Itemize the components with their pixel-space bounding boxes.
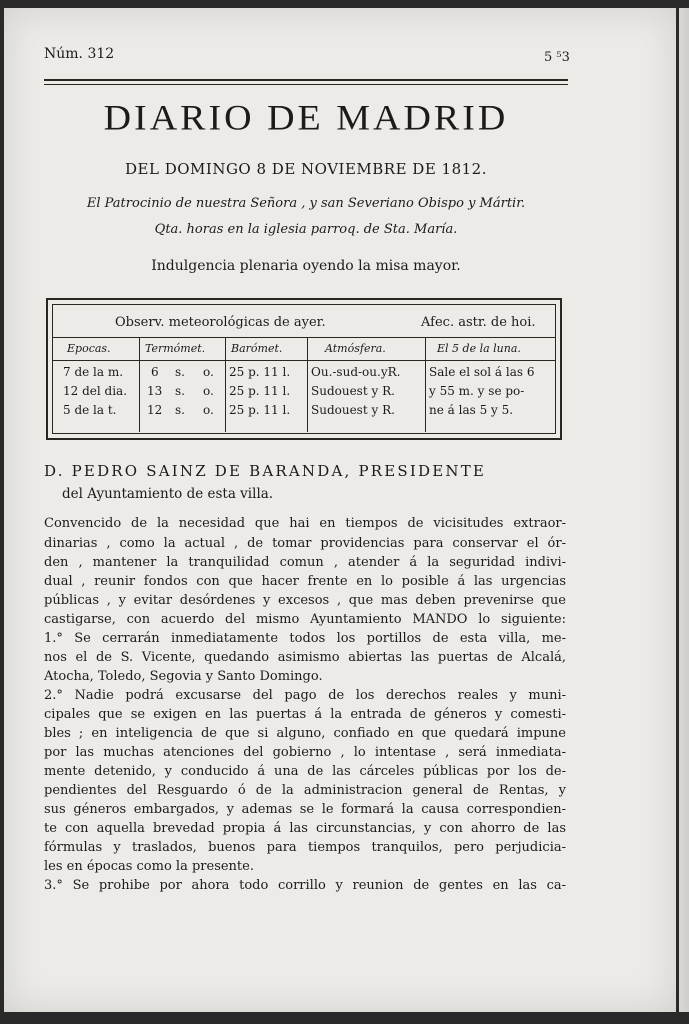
body-line: mente detenido, y conducido á una de las cárceles públicas por los de- (44, 764, 566, 779)
body-line: 1.° Se cerrarán inmediatamente todos los portillos de esta villa, me- (44, 631, 566, 646)
header-rule (44, 79, 568, 81)
col-divider (225, 337, 226, 432)
cell-atmos: Sudouest y R. (311, 403, 395, 417)
body-line: públicas , y evitar desórdenes y excesos , que mas deben prevenirse que (44, 593, 566, 608)
body-line: Atocha, Toledo, Segovia y Santo Domingo. (44, 669, 323, 684)
cell-o: o. (203, 384, 214, 398)
table-rule (53, 360, 555, 361)
issue-number: Núm. 312 (44, 46, 115, 62)
article-heading: D. PEDRO SAINZ DE BARANDA, PRESIDENTE (44, 462, 487, 480)
indulgence-notice: Indulgencia plenaria oyendo la misa mayor. (151, 258, 461, 274)
col-divider (307, 337, 308, 432)
col-divider (425, 337, 426, 432)
col-barometro: Barómet. (231, 342, 283, 355)
cell-luna: y 55 m. y se po- (429, 384, 525, 398)
cell-atmos: Ou.-sud-ou.yR. (311, 365, 401, 379)
cell-barom: 25 p. 11 l. (229, 384, 291, 398)
body-line: bles ; en inteligencia de que si alguno, confiado en que quedará impune (44, 726, 566, 741)
body-line: Convencido de la necesidad que hai en tiempos de vicisitudes extraor- (44, 516, 566, 531)
body-line: castigarse, con acuerdo del mismo Ayuntamiento MANDO lo siguiente: (44, 612, 566, 627)
cell-o: o. (203, 365, 214, 379)
article-subheading: del Ayuntamiento de esta villa. (62, 486, 274, 502)
body-line: sus géneros embargados, y ademas se le formará la causa correspondien- (44, 802, 566, 817)
body-line: 2.° Nadie podrá excusarse del pago de los derechos reales y muni- (44, 688, 566, 703)
header-rule-thin (44, 84, 568, 85)
body-line: 3.° Se prohibe por ahora todo corrillo y reunion de gentes en las ca- (44, 878, 566, 893)
cell-o: o. (203, 403, 214, 417)
cell-term: 6 (151, 365, 159, 379)
cell-barom: 25 p. 11 l. (229, 403, 291, 417)
forty-hours-notice: Qta. horas en la iglesia parroq. de Sta. María. (154, 222, 458, 237)
body-line: pendientes del Resguardo ó de la administracion general de Rentas, y (44, 783, 566, 798)
saints-of-day: El Patrocinio de nuestra Señora , y san Severiano Obispo y Mártir. (86, 196, 526, 211)
col-termometro: Termómet. (145, 342, 206, 355)
body-line: nos el de S. Vicente, quedando asimismo abiertas las puertas de Alcalá, (44, 650, 566, 665)
body-line: dual , reunir fondos con que hacer frente en lo posible á las urgencias (44, 574, 566, 589)
body-line: les en épocas como la presente. (44, 859, 254, 874)
dateline: DEL DOMINGO 8 DE NOVIEMBRE DE 1812. (125, 160, 487, 178)
page-edge (676, 8, 689, 1012)
table-rule (53, 337, 555, 338)
col-luna: El 5 de la luna. (437, 342, 521, 355)
astro-heading: Afec. astr. de hoi. (421, 315, 536, 330)
cell-s: s. (175, 365, 185, 379)
body-line: den , mantener la tranquilidad comun , atender á la seguridad indivi- (44, 555, 566, 570)
masthead-title: DIARIO DE MADRID (103, 98, 509, 138)
weather-heading: Observ. meteorológicas de ayer. (115, 315, 326, 330)
cell-barom: 25 p. 11 l. (229, 365, 291, 379)
cell-term: 13 (147, 384, 163, 398)
body-line: te con aquella brevedad propia á las circunstancias, y con ahorro de las (44, 821, 566, 836)
cell-s: s. (175, 403, 185, 417)
body-line: dinarias , como la actual , de tomar providencias para conservar el ór- (44, 536, 566, 551)
weather-table (46, 298, 562, 440)
col-divider (139, 337, 140, 432)
cell-s: s. (175, 384, 185, 398)
cell-epoca: 5 de la t. (63, 403, 117, 417)
body-line: por las muchas atenciones del gobierno , lo intentase , será inmediata- (44, 745, 566, 760)
body-line: fórmulas y traslados, buenos para tiempos tranquilos, pero perjudicia- (44, 840, 566, 855)
weather-table-frame (52, 304, 556, 434)
cell-epoca: 7 de la m. (63, 365, 124, 379)
col-atmosfera: Atmósfera. (325, 342, 386, 355)
body-line: cipales que se exigen en las puertas á la entrada de géneros y comesti- (44, 707, 566, 722)
col-epocas: Epocas. (67, 342, 111, 355)
cell-luna: Sale el sol á las 6 (429, 365, 535, 379)
cell-atmos: Sudouest y R. (311, 384, 395, 398)
page-number: 5 ⁵3 (544, 50, 570, 65)
cell-term: 12 (147, 403, 163, 417)
cell-epoca: 12 del dia. (63, 384, 128, 398)
cell-luna: ne á las 5 y 5. (429, 403, 514, 417)
